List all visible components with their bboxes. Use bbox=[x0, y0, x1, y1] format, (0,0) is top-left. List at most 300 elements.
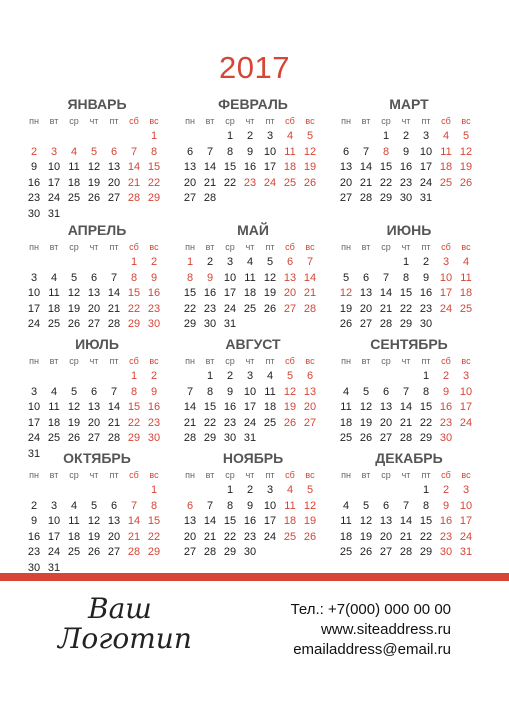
weekday-label: вс bbox=[461, 116, 471, 126]
day-cell: 1 bbox=[150, 130, 158, 142]
day-cell: 3 bbox=[50, 145, 58, 158]
day-cell: 7 bbox=[206, 145, 214, 158]
weekday-header bbox=[176, 242, 330, 256]
day-cell: 18 bbox=[339, 416, 353, 429]
weekday-label: пт bbox=[421, 242, 431, 252]
day-cell: 26 bbox=[339, 318, 353, 330]
weekday-label: ср bbox=[381, 242, 391, 252]
day-cell: 16 bbox=[27, 176, 41, 189]
day-cell: 15 bbox=[223, 161, 237, 173]
weekday-label: ср bbox=[225, 116, 235, 126]
day-cell: 24 bbox=[47, 546, 61, 558]
day-cell: 23 bbox=[147, 416, 161, 429]
day-cell: 21 bbox=[127, 176, 141, 189]
day-cell: 26 bbox=[283, 416, 297, 429]
month-9 bbox=[332, 336, 486, 456]
day-cell: 19 bbox=[303, 161, 317, 173]
day-cell: 1 bbox=[130, 370, 138, 382]
day-cell: 20 bbox=[87, 302, 101, 315]
day-cell: 2 bbox=[246, 130, 254, 142]
day-cell: 2 bbox=[30, 499, 38, 512]
weekday-label: ср bbox=[69, 356, 79, 366]
day-grid bbox=[332, 130, 486, 220]
day-cell: 29 bbox=[419, 432, 433, 444]
day-cell: 10 bbox=[419, 145, 433, 158]
day-cell: 30 bbox=[243, 546, 257, 558]
day-grid bbox=[20, 370, 174, 460]
month-1 bbox=[20, 96, 174, 220]
weekday-label: вт bbox=[49, 242, 59, 252]
weekday-label: вс bbox=[149, 356, 159, 366]
weekday-header bbox=[176, 470, 330, 484]
day-cell: 14 bbox=[203, 161, 217, 173]
day-cell: 7 bbox=[110, 385, 118, 398]
day-cell: 27 bbox=[183, 546, 197, 558]
weekday-label: вт bbox=[49, 470, 59, 480]
day-cell: 13 bbox=[107, 515, 121, 527]
day-cell: 2 bbox=[442, 370, 450, 382]
day-cell: 7 bbox=[130, 499, 138, 512]
logo-line1: Ваш bbox=[88, 592, 152, 625]
day-cell: 25 bbox=[439, 176, 453, 189]
day-cell: 22 bbox=[147, 530, 161, 543]
day-cell: 29 bbox=[147, 192, 161, 204]
weekday-label: вс bbox=[461, 356, 471, 366]
day-cell: 19 bbox=[359, 416, 373, 429]
day-cell: 3 bbox=[50, 499, 58, 512]
day-cell: 4 bbox=[266, 370, 274, 382]
day-cell: 25 bbox=[263, 416, 277, 429]
weekday-label: ср bbox=[225, 356, 235, 366]
day-cell: 29 bbox=[203, 432, 217, 444]
day-cell: 10 bbox=[243, 385, 257, 398]
day-cell: 12 bbox=[359, 515, 373, 527]
weekday-label: чт bbox=[401, 116, 411, 126]
day-cell: 7 bbox=[186, 385, 194, 398]
day-cell: 20 bbox=[303, 401, 317, 413]
day-cell: 18 bbox=[339, 530, 353, 543]
day-cell: 16 bbox=[203, 287, 217, 299]
day-cell: 21 bbox=[303, 287, 317, 299]
day-cell: 18 bbox=[459, 287, 473, 299]
day-cell: 8 bbox=[226, 499, 234, 512]
day-cell: 25 bbox=[243, 302, 257, 315]
day-cell: 27 bbox=[339, 192, 353, 204]
day-cell: 11 bbox=[68, 515, 80, 527]
day-cell: 14 bbox=[127, 515, 141, 527]
day-cell: 21 bbox=[399, 416, 413, 429]
day-cell: 3 bbox=[266, 130, 274, 142]
day-cell: 10 bbox=[263, 145, 277, 158]
day-cell: 7 bbox=[206, 499, 214, 512]
weekday-label: ср bbox=[381, 356, 391, 366]
weekday-label: ср bbox=[225, 242, 235, 252]
day-cell: 19 bbox=[67, 416, 81, 429]
day-cell: 16 bbox=[147, 287, 161, 299]
day-cell: 20 bbox=[379, 416, 393, 429]
day-cell: 21 bbox=[399, 530, 413, 543]
day-cell: 3 bbox=[246, 370, 254, 382]
day-cell: 9 bbox=[402, 145, 410, 158]
day-cell: 11 bbox=[244, 271, 256, 284]
day-cell: 11 bbox=[284, 145, 296, 158]
day-cell: 1 bbox=[206, 370, 214, 382]
day-cell: 29 bbox=[419, 546, 433, 558]
website-link[interactable]: www.siteaddress.ru bbox=[320, 621, 451, 638]
day-cell: 12 bbox=[67, 401, 81, 413]
day-cell: 8 bbox=[206, 385, 214, 398]
day-cell: 7 bbox=[382, 271, 390, 284]
day-cell: 6 bbox=[90, 271, 98, 284]
day-cell: 17 bbox=[439, 287, 453, 299]
day-cell: 22 bbox=[183, 302, 197, 315]
weekday-label: пн bbox=[341, 242, 351, 252]
day-grid bbox=[332, 370, 486, 460]
weekday-label: пн bbox=[29, 470, 39, 480]
day-cell: 14 bbox=[107, 401, 121, 413]
day-cell: 25 bbox=[283, 176, 297, 189]
day-cell: 17 bbox=[47, 530, 61, 543]
day-cell: 22 bbox=[419, 416, 433, 429]
day-cell: 8 bbox=[150, 145, 158, 158]
day-cell: 8 bbox=[422, 385, 430, 398]
day-cell: 15 bbox=[379, 161, 393, 173]
day-cell: 9 bbox=[442, 499, 450, 512]
day-cell: 5 bbox=[266, 256, 274, 268]
day-cell: 25 bbox=[459, 302, 473, 315]
month-name: ИЮЛЬ bbox=[75, 336, 119, 352]
weekday-label: сб bbox=[441, 242, 451, 252]
weekday-label: сб bbox=[285, 356, 295, 366]
day-cell: 10 bbox=[27, 401, 41, 413]
weekday-label: вс bbox=[305, 242, 315, 252]
weekday-label: вт bbox=[361, 470, 371, 480]
day-cell: 4 bbox=[462, 256, 470, 268]
email-link[interactable]: emailaddress@email.ru bbox=[293, 641, 451, 658]
day-grid bbox=[20, 130, 174, 220]
day-cell: 6 bbox=[286, 256, 294, 268]
day-grid bbox=[176, 256, 330, 346]
weekday-label: вт bbox=[205, 356, 215, 366]
day-cell: 6 bbox=[306, 370, 314, 382]
day-grid bbox=[20, 484, 174, 574]
month-name: ДЕКАБРЬ bbox=[375, 450, 443, 466]
day-cell: 25 bbox=[47, 432, 61, 444]
weekday-label: чт bbox=[401, 470, 411, 480]
day-cell: 23 bbox=[399, 176, 413, 189]
day-cell: 15 bbox=[399, 287, 413, 299]
day-cell: 2 bbox=[30, 145, 38, 158]
day-cell: 11 bbox=[340, 515, 352, 527]
day-cell: 11 bbox=[48, 401, 60, 413]
day-cell: 3 bbox=[266, 484, 274, 496]
weekday-label: вт bbox=[205, 242, 215, 252]
day-cell: 7 bbox=[110, 271, 118, 284]
day-cell: 28 bbox=[359, 192, 373, 204]
month-10 bbox=[20, 447, 174, 574]
weekday-label: вс bbox=[305, 356, 315, 366]
month-name: МАРТ bbox=[389, 96, 429, 112]
weekday-label: ср bbox=[381, 470, 391, 480]
day-cell: 15 bbox=[419, 515, 433, 527]
day-cell: 17 bbox=[27, 302, 41, 315]
weekday-label: вс bbox=[149, 242, 159, 252]
day-cell: 12 bbox=[67, 287, 81, 299]
weekday-label: пн bbox=[185, 356, 195, 366]
day-cell: 13 bbox=[303, 385, 317, 398]
day-cell: 9 bbox=[150, 271, 158, 284]
day-cell: 31 bbox=[47, 207, 61, 220]
day-cell: 9 bbox=[206, 271, 214, 284]
weekday-label: пн bbox=[185, 242, 195, 252]
day-cell: 26 bbox=[263, 302, 277, 315]
day-cell: 26 bbox=[87, 192, 101, 204]
day-cell: 2 bbox=[226, 370, 234, 382]
day-cell: 30 bbox=[439, 432, 453, 444]
day-cell: 12 bbox=[283, 385, 297, 398]
day-cell: 8 bbox=[422, 499, 430, 512]
weekday-label: вт bbox=[361, 356, 371, 366]
day-cell: 19 bbox=[263, 287, 277, 299]
day-cell: 2 bbox=[422, 256, 430, 268]
weekday-label: пт bbox=[265, 470, 275, 480]
day-grid bbox=[332, 484, 486, 574]
day-cell: 6 bbox=[186, 499, 194, 512]
weekday-label: пн bbox=[185, 470, 195, 480]
day-cell: 22 bbox=[399, 302, 413, 315]
day-cell: 17 bbox=[27, 416, 41, 429]
day-cell: 25 bbox=[339, 432, 353, 444]
weekday-label: чт bbox=[245, 116, 255, 126]
day-cell: 6 bbox=[186, 145, 194, 158]
day-grid bbox=[176, 370, 330, 460]
day-cell: 4 bbox=[286, 130, 294, 142]
day-cell: 29 bbox=[223, 546, 237, 558]
day-cell: 29 bbox=[379, 192, 393, 204]
day-cell: 12 bbox=[87, 515, 101, 527]
day-cell: 9 bbox=[150, 385, 158, 398]
day-cell: 2 bbox=[206, 256, 214, 268]
day-cell: 25 bbox=[67, 192, 81, 204]
day-cell: 7 bbox=[402, 499, 410, 512]
weekday-label: вт bbox=[205, 116, 215, 126]
weekday-label: ср bbox=[69, 470, 79, 480]
month-6 bbox=[332, 222, 486, 342]
day-cell: 16 bbox=[419, 287, 433, 299]
day-cell: 3 bbox=[462, 484, 470, 496]
day-cell: 31 bbox=[419, 192, 433, 204]
day-cell: 10 bbox=[459, 385, 473, 398]
day-cell: 16 bbox=[399, 161, 413, 173]
day-cell: 1 bbox=[422, 484, 430, 496]
day-cell: 1 bbox=[226, 130, 234, 142]
month-name: НОЯБРЬ bbox=[222, 450, 284, 466]
weekday-label: вс bbox=[149, 470, 159, 480]
day-cell: 27 bbox=[107, 546, 121, 558]
month-name: АПРЕЛЬ bbox=[67, 222, 127, 238]
day-cell: 4 bbox=[342, 499, 350, 512]
weekday-label: пн bbox=[341, 356, 351, 366]
day-cell: 16 bbox=[439, 401, 453, 413]
month-2 bbox=[176, 96, 330, 216]
day-cell: 10 bbox=[439, 271, 453, 284]
day-cell: 14 bbox=[379, 287, 393, 299]
weekday-label: ср bbox=[225, 470, 235, 480]
weekday-header bbox=[332, 242, 486, 256]
day-cell: 23 bbox=[223, 416, 237, 429]
day-cell: 12 bbox=[359, 401, 373, 413]
day-cell: 29 bbox=[399, 318, 413, 330]
month-8 bbox=[176, 336, 330, 456]
day-cell: 9 bbox=[442, 385, 450, 398]
day-cell: 20 bbox=[379, 530, 393, 543]
day-cell: 31 bbox=[27, 447, 41, 460]
day-cell: 20 bbox=[359, 302, 373, 315]
day-cell: 5 bbox=[306, 130, 314, 142]
weekday-label: пт bbox=[421, 116, 431, 126]
weekday-label: пн bbox=[29, 356, 39, 366]
weekday-label: сб bbox=[129, 470, 139, 480]
day-cell: 24 bbox=[27, 432, 41, 444]
month-12 bbox=[332, 450, 486, 570]
day-cell: 12 bbox=[459, 145, 473, 158]
day-cell: 16 bbox=[439, 515, 453, 527]
day-cell: 30 bbox=[203, 318, 217, 330]
day-cell: 7 bbox=[362, 145, 370, 158]
day-cell: 4 bbox=[50, 271, 58, 284]
day-cell: 24 bbox=[47, 192, 61, 204]
day-cell: 1 bbox=[402, 256, 410, 268]
month-11 bbox=[176, 450, 330, 570]
day-cell: 21 bbox=[107, 302, 121, 315]
day-cell: 28 bbox=[203, 546, 217, 558]
day-cell: 29 bbox=[127, 432, 141, 444]
day-cell: 17 bbox=[459, 401, 473, 413]
day-cell: 20 bbox=[339, 176, 353, 189]
day-cell: 4 bbox=[442, 130, 450, 142]
day-cell: 26 bbox=[67, 318, 81, 330]
day-cell: 23 bbox=[203, 302, 217, 315]
day-cell: 18 bbox=[243, 287, 257, 299]
day-cell: 11 bbox=[460, 271, 472, 284]
day-cell: 19 bbox=[303, 515, 317, 527]
day-cell: 9 bbox=[246, 499, 254, 512]
weekday-label: вт bbox=[361, 116, 371, 126]
day-cell: 5 bbox=[306, 484, 314, 496]
day-cell: 14 bbox=[303, 271, 317, 284]
day-cell: 22 bbox=[379, 176, 393, 189]
day-cell: 3 bbox=[442, 256, 450, 268]
weekday-label: пн bbox=[341, 470, 351, 480]
weekday-label: вс bbox=[461, 470, 471, 480]
day-cell: 5 bbox=[286, 370, 294, 382]
month-name: ФЕВРАЛЬ bbox=[218, 96, 288, 112]
day-cell: 8 bbox=[226, 145, 234, 158]
weekday-header bbox=[20, 116, 174, 130]
month-3 bbox=[332, 96, 486, 216]
day-cell: 18 bbox=[439, 161, 453, 173]
day-cell: 1 bbox=[130, 256, 138, 268]
day-cell: 11 bbox=[264, 385, 276, 398]
day-cell: 30 bbox=[147, 318, 161, 330]
day-cell: 2 bbox=[402, 130, 410, 142]
day-cell: 8 bbox=[130, 385, 138, 398]
weekday-label: пн bbox=[341, 116, 351, 126]
day-cell: 12 bbox=[87, 161, 101, 173]
phone-text: Тел.: +7(000) 000 00 00 bbox=[290, 601, 451, 618]
day-cell: 21 bbox=[359, 176, 373, 189]
day-cell: 20 bbox=[283, 287, 297, 299]
day-cell: 18 bbox=[67, 530, 81, 543]
day-cell: 20 bbox=[107, 176, 121, 189]
day-grid bbox=[176, 484, 330, 574]
day-cell: 17 bbox=[263, 515, 277, 527]
weekday-label: пт bbox=[109, 356, 119, 366]
day-cell: 13 bbox=[87, 401, 101, 413]
month-4 bbox=[20, 222, 174, 342]
month-name: ИЮНЬ bbox=[386, 222, 432, 238]
day-cell: 18 bbox=[67, 176, 81, 189]
weekday-label: чт bbox=[89, 116, 99, 126]
day-cell: 28 bbox=[303, 302, 317, 315]
weekday-label: ср bbox=[69, 116, 79, 126]
day-cell: 21 bbox=[127, 530, 141, 543]
day-cell: 6 bbox=[342, 145, 350, 158]
day-cell: 20 bbox=[183, 176, 197, 189]
day-cell: 25 bbox=[339, 546, 353, 558]
day-cell: 10 bbox=[47, 515, 61, 527]
day-cell: 11 bbox=[440, 145, 452, 158]
day-cell: 27 bbox=[303, 416, 317, 429]
weekday-label: вт bbox=[49, 116, 59, 126]
day-cell: 13 bbox=[339, 161, 353, 173]
day-cell: 26 bbox=[359, 546, 373, 558]
day-cell: 28 bbox=[107, 432, 121, 444]
day-cell: 1 bbox=[382, 130, 390, 142]
day-cell: 10 bbox=[263, 499, 277, 512]
day-cell: 24 bbox=[223, 302, 237, 315]
day-grid bbox=[176, 130, 330, 220]
day-cell: 11 bbox=[68, 161, 80, 173]
day-cell: 3 bbox=[30, 271, 38, 284]
day-cell: 13 bbox=[379, 401, 393, 413]
day-cell: 24 bbox=[263, 176, 277, 189]
day-cell: 27 bbox=[183, 192, 197, 204]
day-cell: 10 bbox=[27, 287, 41, 299]
day-cell: 16 bbox=[243, 161, 257, 173]
day-cell: 7 bbox=[306, 256, 314, 268]
day-cell: 15 bbox=[147, 515, 161, 527]
day-cell: 5 bbox=[362, 385, 370, 398]
day-cell: 3 bbox=[422, 130, 430, 142]
day-cell: 26 bbox=[303, 530, 317, 543]
day-cell: 22 bbox=[223, 176, 237, 189]
day-cell: 27 bbox=[359, 318, 373, 330]
day-cell: 28 bbox=[399, 432, 413, 444]
day-cell: 2 bbox=[442, 484, 450, 496]
day-cell: 29 bbox=[183, 318, 197, 330]
month-name: СЕНТЯБРЬ bbox=[370, 336, 448, 352]
day-cell: 8 bbox=[186, 271, 194, 284]
day-cell: 16 bbox=[27, 530, 41, 543]
weekday-label: вс bbox=[149, 116, 159, 126]
day-cell: 18 bbox=[47, 302, 61, 315]
day-cell: 28 bbox=[203, 192, 217, 204]
day-cell: 6 bbox=[110, 145, 118, 158]
weekday-header bbox=[332, 116, 486, 130]
day-cell: 28 bbox=[379, 318, 393, 330]
day-cell: 14 bbox=[127, 161, 141, 173]
